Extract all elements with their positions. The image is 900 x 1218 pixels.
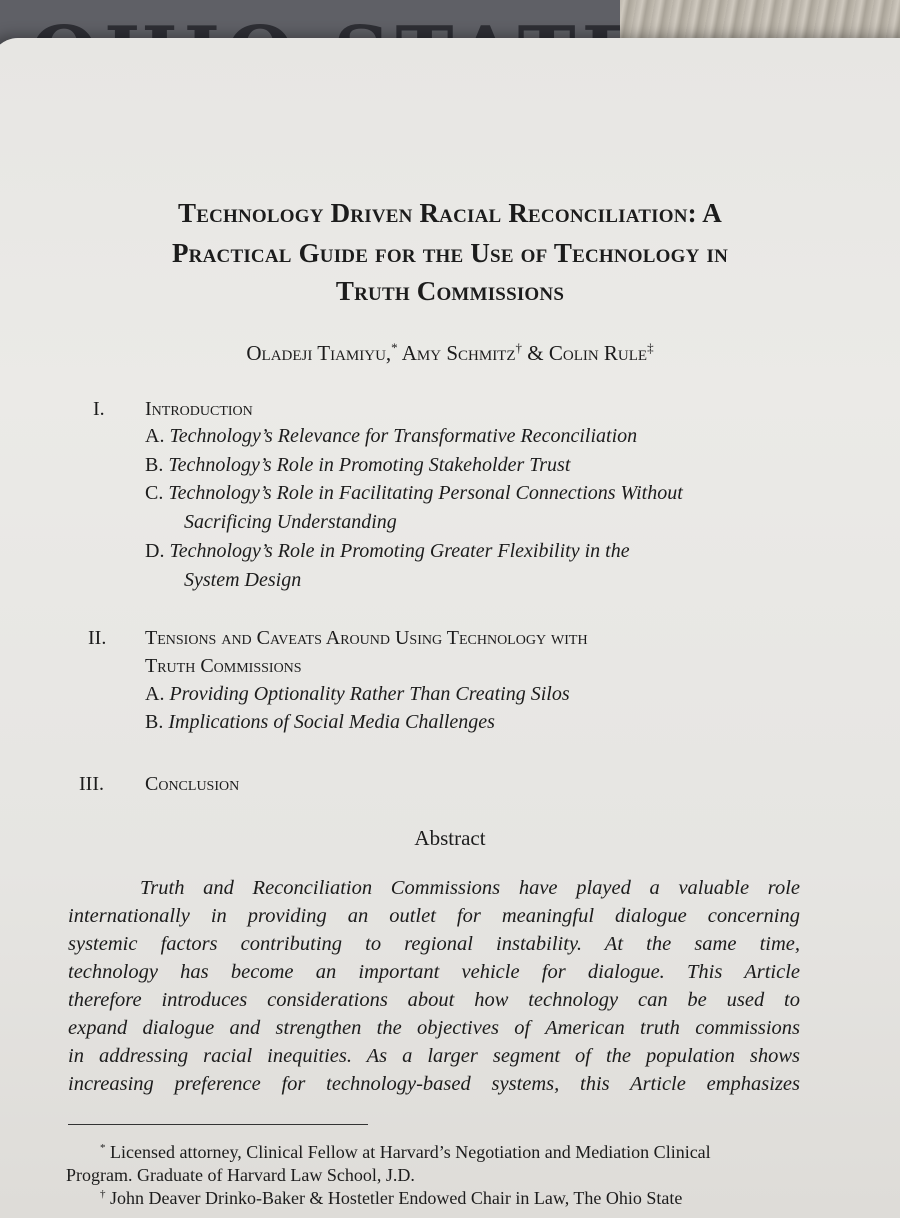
toc-subsection-title: Technology’s Role in Promoting Stakeholder Trust xyxy=(168,454,571,476)
toc-subsection-letter: A. xyxy=(145,683,165,705)
footnote-text: Program. Graduate of Harvard Law School, J.D. xyxy=(66,1165,415,1185)
footnote-line xyxy=(100,1188,682,1209)
toc-subsection xyxy=(145,683,570,706)
author-name: Amy Schmitz xyxy=(401,341,516,365)
author-list xyxy=(0,340,900,366)
toc-subsection-letter: D. xyxy=(145,540,165,562)
footnote-line xyxy=(66,1165,415,1186)
toc-subsection xyxy=(145,482,683,505)
toc-subsection-title: Providing Optionality Rather Than Creating Silos xyxy=(169,683,570,705)
abstract-line: increasing preference for technology-based systems, this Article emphasizes xyxy=(68,1073,800,1095)
author-footnote-mark: ‡ xyxy=(647,340,654,355)
toc-subsection-title: Implications of Social Media Challenges xyxy=(168,711,495,733)
footnote-text: Licensed attorney, Clinical Fellow at Harvard’s Negotiation and Mediation Clinical xyxy=(110,1142,711,1162)
abstract-line: technology has become an important vehicle for dialogue. This Article xyxy=(68,961,800,983)
toc-subsection-letter: C. xyxy=(145,482,164,504)
abstract-line: systemic factors contributing to regional instability. At the same time, xyxy=(68,933,800,955)
toc-subsection-continuation: System Design xyxy=(184,569,302,591)
journal-page xyxy=(0,38,900,1218)
toc-subsection-letter: B. xyxy=(145,454,164,476)
abstract-line: in addressing racial inequities. As a larger segment of the population shows xyxy=(68,1045,800,1067)
abstract-line: expand dialogue and strengthen the objectives of American truth commissions xyxy=(68,1017,800,1039)
author-footnote-mark: † xyxy=(515,340,523,355)
toc-section-number: II. xyxy=(88,627,107,649)
footnote-text: John Deaver Drinko-Baker & Hostetler Endowed Chair in Law, The Ohio State xyxy=(110,1188,683,1208)
toc-subsection-letter: B. xyxy=(145,711,164,733)
toc-subsection-continuation: Sacrificing Understanding xyxy=(184,511,397,533)
footnote-mark: * xyxy=(100,1142,106,1154)
footnote-mark: † xyxy=(100,1188,106,1200)
toc-subsection-title: Technology’s Relevance for Transformative Reconciliation xyxy=(169,425,638,447)
abstract-heading: Abstract xyxy=(414,826,486,850)
toc-section-number: I. xyxy=(93,398,105,420)
article-title-line-2: Practical Guide for the Use of Technology in xyxy=(171,238,728,268)
author-footnote-mark: * xyxy=(391,340,398,355)
toc-section-number: III. xyxy=(79,773,104,795)
footnote-divider xyxy=(68,1124,368,1125)
toc-subsection xyxy=(145,711,495,734)
toc-subsection-letter: A. xyxy=(145,425,165,447)
abstract-line: Truth and Reconciliation Commissions have played a valuable role xyxy=(140,877,800,899)
article-title-line-1: Technology Driven Racial Reconciliation: A xyxy=(178,198,722,228)
toc-subsection xyxy=(145,425,637,448)
toc-subsection xyxy=(145,454,570,477)
abstract-line: therefore introduces considerations about how technology can be used to xyxy=(68,989,800,1011)
toc-subsection-title: Technology’s Role in Facilitating Personal Connections Without xyxy=(168,482,683,504)
toc-subsection-title: Technology’s Role in Promoting Greater Flexibility in the xyxy=(169,540,630,562)
footnote-line xyxy=(100,1142,711,1163)
toc-section-heading: Tensions and Caveats Around Using Technology with xyxy=(145,627,588,649)
abstract-line: internationally in providing an outlet for meaningful dialogue concerning xyxy=(68,905,800,927)
article-title-line-3: Truth Commissions xyxy=(335,276,565,306)
author-name: Oladeji Tiamiyu, xyxy=(246,341,392,365)
toc-subsection xyxy=(145,540,630,563)
toc-section-heading-continuation: Truth Commissions xyxy=(145,655,302,677)
author-name: & Colin Rule xyxy=(527,341,648,365)
toc-section-heading: Introduction xyxy=(145,398,253,420)
toc-section-heading: Conclusion xyxy=(145,773,240,795)
